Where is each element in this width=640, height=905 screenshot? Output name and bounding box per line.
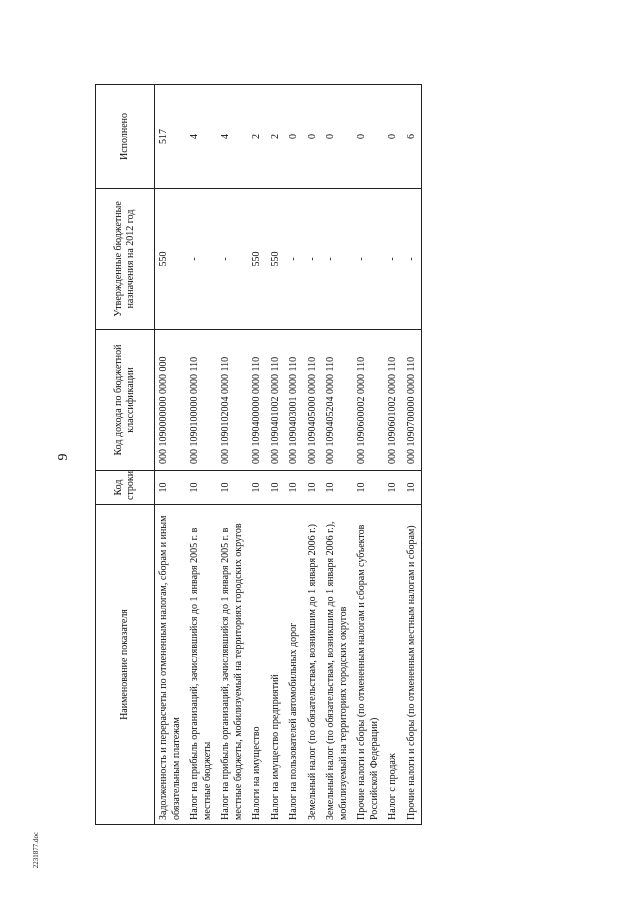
row-approved: - — [217, 189, 248, 330]
row-code: 10 — [304, 471, 323, 505]
row-approved: - — [304, 189, 323, 330]
row-executed: 0 — [322, 85, 353, 189]
row-executed: 0 — [353, 85, 384, 189]
row-code: 10 — [155, 471, 187, 505]
row-kbk: 000 1090405000 0000 110 — [304, 330, 323, 471]
row-executed: 4 — [186, 85, 217, 189]
row-executed: 0 — [304, 85, 323, 189]
row-code: 10 — [353, 471, 384, 505]
row-executed: 0 — [285, 85, 304, 189]
row-name: Налоги на имущество — [248, 505, 267, 825]
row-kbk: 000 1090403001 0000 110 — [285, 330, 304, 471]
row-executed: 517 — [155, 85, 187, 189]
row-name: Прочие налоги и сборы (по отмененным налогам и сборам субъектов Российской Федерации) — [353, 505, 384, 825]
row-name: Налог на прибыль организаций, зачислявшийся до 1 января 2005 г. в местные бюджеты — [186, 505, 217, 825]
row-kbk: 000 1090400000 0000 110 — [248, 330, 267, 471]
header-kbk: Код дохода по бюджетной классификации — [96, 330, 155, 471]
table-header — [96, 85, 155, 825]
row-code: 10 — [285, 471, 304, 505]
table-row — [403, 85, 422, 825]
row-approved: - — [186, 189, 217, 330]
row-executed: 2 — [267, 85, 286, 189]
rotated-table — [95, 85, 515, 825]
table-row — [267, 85, 286, 825]
table-row — [186, 85, 217, 825]
table-container — [95, 85, 515, 825]
row-code: 10 — [322, 471, 353, 505]
row-approved: - — [322, 189, 353, 330]
row-kbk: 000 1090601002 0000 110 — [384, 330, 403, 471]
row-name: Налог на пользователей автомобильных дорог — [285, 505, 304, 825]
row-kbk: 000 1090700000 0000 110 — [403, 330, 422, 471]
row-executed: 6 — [403, 85, 422, 189]
row-kbk: 000 1090000000 0000 000 — [155, 330, 187, 471]
row-name: Земельный налог (по обязательствам, возникшим до 1 января 2006 г.) — [304, 505, 323, 825]
row-code: 10 — [217, 471, 248, 505]
row-approved: 550 — [155, 189, 187, 330]
row-code: 10 — [186, 471, 217, 505]
table-row — [217, 85, 248, 825]
row-approved: - — [285, 189, 304, 330]
header-executed: Исполнено — [96, 85, 155, 189]
row-approved: - — [353, 189, 384, 330]
row-name: Налог на имущество предприятий — [267, 505, 286, 825]
budget-table — [95, 84, 422, 825]
table-row — [304, 85, 323, 825]
row-kbk: 000 1090102004 0000 110 — [217, 330, 248, 471]
table-row — [155, 85, 187, 825]
row-code: 10 — [384, 471, 403, 505]
table-row — [285, 85, 304, 825]
table-row — [384, 85, 403, 825]
row-kbk: 000 1090600002 0000 110 — [353, 330, 384, 471]
row-kbk: 000 1090100000 0000 110 — [186, 330, 217, 471]
row-name: Задолженность и перерасчеты по отмененным налогам, сборам и иным обязательным платежам — [155, 505, 187, 825]
row-name: Налог на прибыль организаций, зачислявшийся до 1 января 2005 г. в местные бюджеты, мобилизуемый на территориях городских округов — [217, 505, 248, 825]
row-code: 10 — [403, 471, 422, 505]
row-name: Налог с продаж — [384, 505, 403, 825]
header-code: Код строки — [96, 471, 155, 505]
row-kbk: 000 1090405204 0000 110 — [322, 330, 353, 471]
row-code: 10 — [267, 471, 286, 505]
header-approved: Утвержденные бюджетные назначения на 2012 год — [96, 189, 155, 330]
row-executed: 2 — [248, 85, 267, 189]
row-approved: 550 — [267, 189, 286, 330]
row-executed: 0 — [384, 85, 403, 189]
document-id: 2231877.doc — [32, 831, 40, 869]
row-approved: - — [384, 189, 403, 330]
table-row — [248, 85, 267, 825]
table-body — [155, 85, 422, 825]
row-approved: - — [403, 189, 422, 330]
table-row — [322, 85, 353, 825]
row-code: 10 — [248, 471, 267, 505]
row-executed: 4 — [217, 85, 248, 189]
row-name: Земельный налог (по обязательствам, возникшим до 1 января 2006 г.), мобилизуемый на территориях городских округов — [322, 505, 353, 825]
page-number: 9 — [56, 453, 71, 461]
header-name: Наименование показателя — [96, 505, 155, 825]
table-row — [353, 85, 384, 825]
row-name: Прочие налоги и сборы (по отмененным местным налогам и сборам) — [403, 505, 422, 825]
row-approved: 550 — [248, 189, 267, 330]
row-kbk: 000 1090401002 0000 110 — [267, 330, 286, 471]
